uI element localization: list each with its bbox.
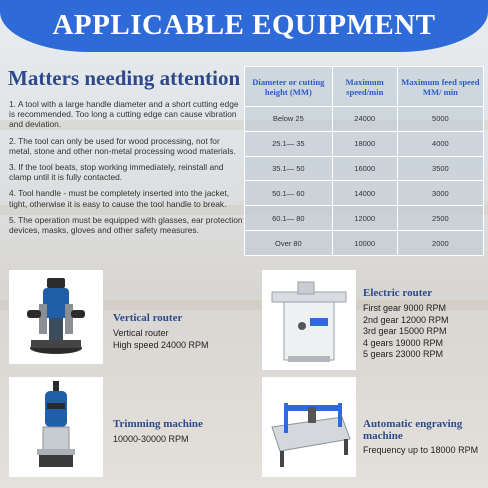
table-cell: 60.1— 80: [245, 206, 333, 231]
electric-router-image-card: [262, 270, 356, 370]
note-item: 3. If the tool beats, stop working immediately, reinstall and clamp until it is fully contacted.: [9, 162, 224, 183]
table-cell: 3000: [397, 181, 483, 206]
table-cell: 5000: [397, 107, 483, 132]
speed-spec-table: [244, 66, 484, 256]
table-row: [245, 231, 484, 256]
vertical-router-image-card: [9, 270, 103, 364]
engraving-machine-title: Automatic engraving machine: [363, 418, 463, 442]
trimming-machine-title: Trimming machine: [113, 418, 203, 430]
spec-line: 3rd gear 15000 RPM: [363, 326, 447, 336]
engraving-machine-image: [262, 377, 356, 477]
electric-router-image: [262, 270, 356, 370]
column-header-max-feed: Maximum feed speed MM/ min: [397, 67, 483, 107]
note-item: 2. The tool can only be used for wood processing, not for metal, stone and other non-metal processing wood materials.: [9, 135, 236, 156]
table-cell: 24000: [332, 107, 397, 132]
table-cell: 4000: [397, 131, 483, 156]
spec-line: High speed 24000 RPM: [113, 339, 209, 350]
table-cell: Over 80: [245, 231, 333, 256]
table-cell: Below 25: [245, 107, 333, 132]
table-cell: 18000: [332, 131, 397, 156]
trimming-machine-image-card: [9, 377, 103, 477]
table-row: [245, 156, 484, 181]
page-title: APPLICABLE EQUIPMENT: [52, 9, 436, 41]
notes-title: Matters needing attention: [8, 66, 241, 90]
trimming-machine-specs: [113, 434, 189, 446]
table-row: [245, 131, 484, 156]
spec-line: 10000-30000 RPM: [113, 434, 189, 444]
table-row: [245, 107, 484, 132]
trimming-machine-image: [9, 377, 103, 477]
table-cell: 10000: [332, 231, 397, 256]
table-cell: 16000: [332, 156, 397, 181]
table-cell: 12000: [332, 206, 397, 231]
spec-line: Vertical router: [113, 328, 169, 338]
table-cell: 2500: [397, 206, 483, 231]
note-item: 1. A tool with a large handle diameter and a short cutting edge is recommended. Too long a cutting edge can cause vibration and deviation.: [9, 99, 239, 130]
table-cell: 35.1— 50: [245, 156, 333, 181]
column-header-max-speed: Maximum speed/min: [332, 67, 397, 107]
spec-line: Frequency up to 18000 RPM: [363, 445, 479, 455]
note-item: 4. Tool handle - must be completely inserted into the jacket, tight, otherwise it is easy to cause the tool handle to break.: [9, 188, 230, 209]
electric-router-specs: [363, 303, 449, 361]
spec-line: 4 gears 19000 RPM: [363, 337, 444, 348]
table-cell: 2000: [397, 231, 483, 256]
table-row: [245, 181, 484, 206]
engraving-machine-specs: [363, 445, 478, 457]
table-header-row: [245, 67, 484, 107]
vertical-router-specs: [113, 328, 209, 351]
column-header-diameter: Diameter or cutting height (MM): [245, 67, 333, 107]
table-cell: 3500: [397, 156, 483, 181]
table-row: [245, 206, 484, 231]
vertical-router-image: [9, 270, 103, 364]
electric-router-title: Electric router: [363, 287, 433, 299]
engraving-machine-image-card: [262, 377, 356, 477]
header-banner: [0, 0, 488, 52]
spec-line: 5 gears 23000 RPM: [363, 349, 444, 359]
table-cell: 14000: [332, 181, 397, 206]
notes-list: [9, 99, 244, 241]
note-item: 5. The operation must be equipped with glasses, ear protection devices, masks, gloves and other safety measures.: [9, 214, 243, 236]
vertical-router-title: Vertical router: [113, 312, 183, 324]
spec-line: 2nd gear 12000 RPM: [363, 314, 449, 325]
table-cell: 50.1— 60: [245, 181, 333, 206]
table-cell: 25.1— 35: [245, 131, 333, 156]
spec-line: First gear 9000 RPM: [363, 303, 447, 313]
